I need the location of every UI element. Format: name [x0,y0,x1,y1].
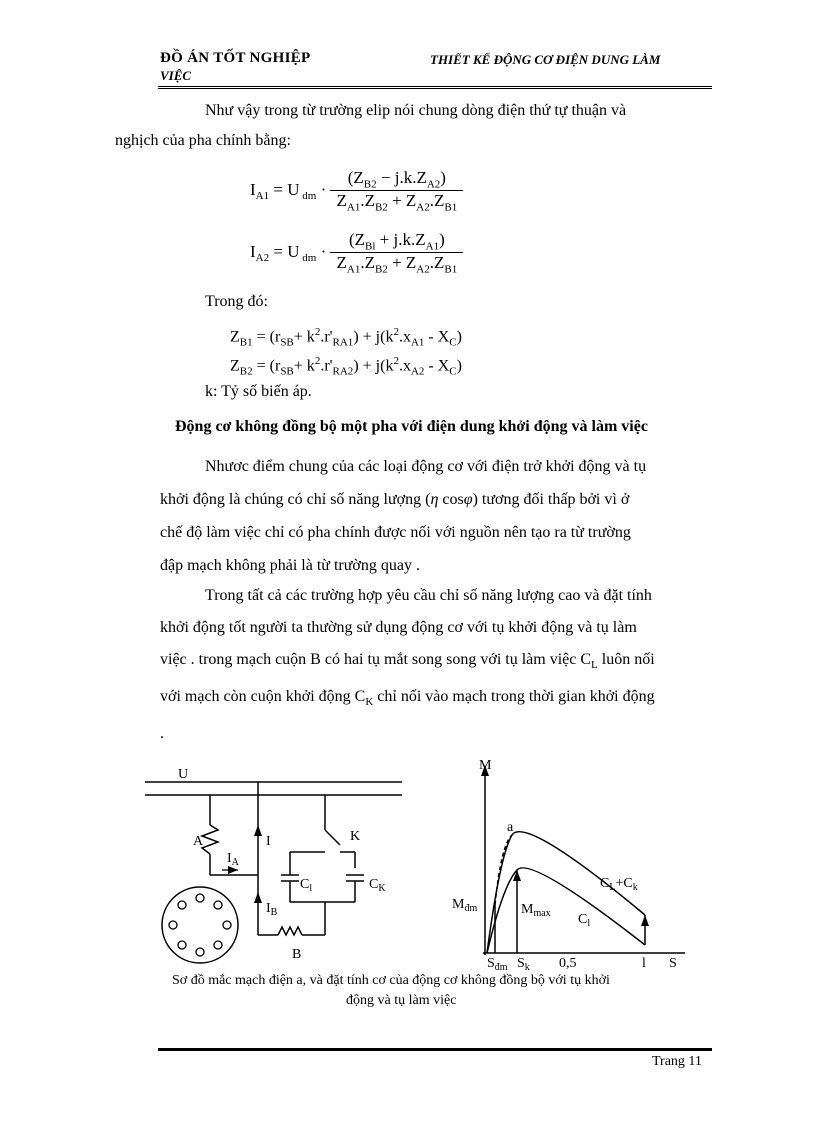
label-point-a: a [507,820,514,835]
p2-line-3: việc . trong mạch cuộn B có hai tụ mắt song song với tụ làm việc $C_L$ luôn nối [160,651,655,672]
torque-slip-graph [445,755,695,980]
switch-k [325,830,340,845]
label-one: l [642,956,646,971]
page-number: Trang 11 [652,1054,702,1069]
p2-line-2: khởi động tốt người ta thường sử dụng động cơ với tụ khởi động và tụ làm [160,619,637,636]
intro-line-1: Như vậy trong từ trường elip nói chung dòng điện thứ tự thuận và [205,102,627,119]
header-title: ĐỒ ÁN TỐT NGHIỆP [160,50,311,66]
label-sdm: $S_{đm}$ [487,956,508,973]
label-ia: $I_A$ [227,851,239,868]
label-cl: $C_l$ [300,877,313,894]
label-half: 0,5 [559,956,577,971]
p2-line-4: với mạch còn cuộn khởi động $C_K$ chỉ nối vào mạch trong thời gian khởi động [160,688,655,709]
paragraph-1 [160,450,712,582]
intro-line-2: nghịch của pha chính bằng: [115,132,291,149]
label-sk: $S_k$ [517,956,530,973]
ia2-lhs: I [250,241,256,261]
section-heading: Động cơ không đồng bộ một pha với điện dung khởi động và làm việc [175,418,648,435]
label-mdm: $M_{đm}$ [452,897,478,914]
label-cl: $C_l$ [578,912,591,929]
p1-line-3: chế độ làm việc chỉ có pha chính được nối với nguồn nên tạo ra từ trường [160,524,631,541]
p2-line-5: . [160,725,164,743]
paragraph-2 [160,580,712,750]
ia2-fraction: $\frac{(Z_{Bl} + j.k.Z_{A1})}{Z_{A1}.Z_{B2} + Z_{A2}.Z_{B1}}$ [330,230,463,276]
label-m: M [479,758,492,773]
ia1-lhs: I [250,179,256,199]
winding-a [202,825,218,854]
label-mmax: $M_{max}$ [521,902,551,919]
equation-ia1: $I_{A1} = U$ $_{dm}$ · $\frac{(Z_{B2} - j.k.Z_{A2})}{Z_{A1}.Z_{B2} + Z_{A2}.Z_{B1}}$ [250,168,463,214]
circuit-diagram [140,760,420,970]
figure-caption-line-1: Sơ đồ mắc mạch điện a, và đặt tính cơ của động cơ không đồng bộ với tụ khởi [172,973,610,988]
label-u: U [178,767,189,782]
p1-line-2: khởi động là chúng có chỉ số năng lượng (η cosφ) tương đối thấp bởi vì ở [160,491,630,508]
p1-line-1: Nhươc điểm chung của các loại động cơ với điện trở khởi động và tụ [205,458,647,475]
intro-paragraph [115,96,712,156]
label-b: B [292,947,302,962]
header-rule [158,86,712,89]
label-ck: $C_K$ [369,877,386,894]
footer-rule [158,1048,712,1051]
label-cl-ck: $C_L+C_k$ [600,876,638,893]
ia1-fraction: $\frac{(Z_{B2} - j.k.Z_{A2})}{Z_{A1}.Z_{B2} + Z_{A2}.Z_{B1}}$ [330,168,463,214]
equation-ia2: $I_{A2} = U$ $_{dm}$ · $\frac{(Z_{Bl} + j.k.Z_{A1})}{Z_{A1}.Z_{B2} + Z_{A2}.Z_{B1}}$ [250,230,463,276]
label-ib: $I_B$ [266,901,278,918]
label-k: K [350,829,361,844]
where-label: Trong đó: [205,293,268,310]
label-a: A [193,834,204,849]
label-i: I [266,834,271,849]
header-title-cont: VIỆC [160,68,192,83]
equation-zb1: $Z_{B1} = (r_{SB}+ k^2.r'_{RA1}) + j(k^2.x_{A1} - X_C)$ [230,326,462,349]
p1-line-4: đập mạch không phải là từ trường quay . [160,557,420,574]
equation-zb2: $Z_{B2} = (r_{SB}+ k^2.r'_{RA2}) + j(k^2.x_{A2} - X_C)$ [230,355,462,378]
curve-cl-ck [487,832,645,953]
header-subject: THIẾT KẾ ĐỘNG CƠ ĐIỆN DUNG LÀM [430,52,661,67]
figure-caption-line-2: động và tụ làm việc [346,993,457,1008]
label-s: S [669,956,677,971]
k-definition: k: Tỷ số biến áp. [205,383,312,400]
winding-b [278,927,302,935]
p2-line-1: Trong tất cả các trường hợp yêu cầu chỉ số năng lượng cao và đặt tính [205,587,652,604]
